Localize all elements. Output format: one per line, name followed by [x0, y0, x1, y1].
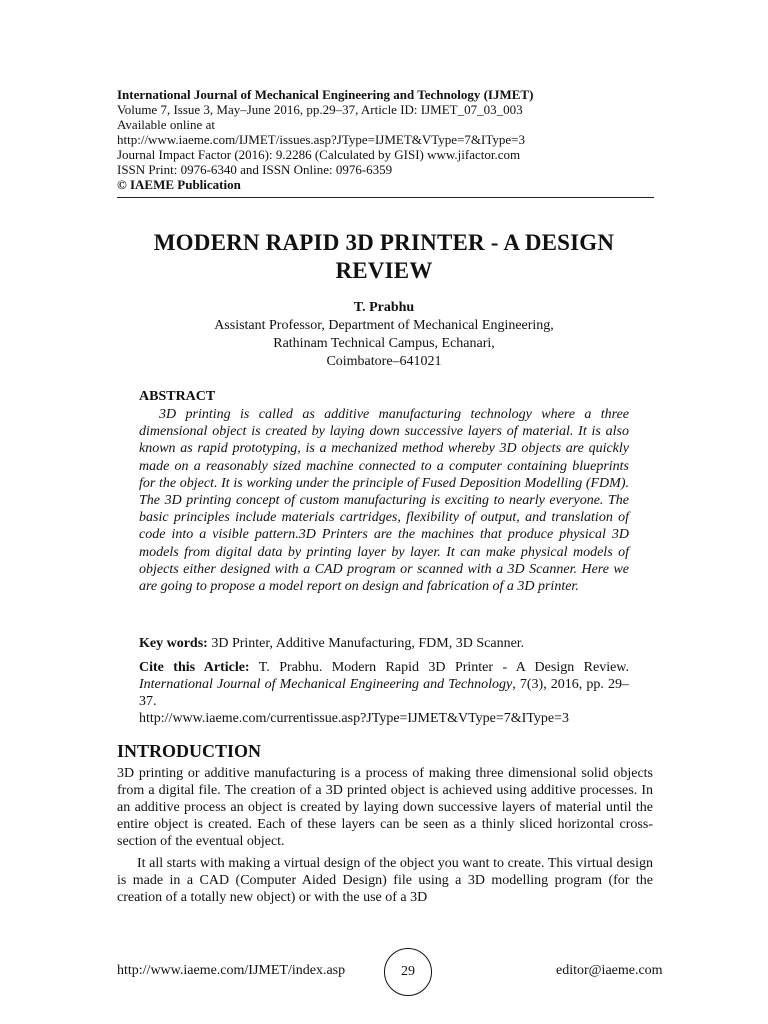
- author-city: Coimbatore–641021: [326, 354, 442, 369]
- keywords-text: 3D Printer, Additive Manufacturing, FDM, 3D Scanner.: [207, 636, 525, 651]
- author-block: [100, 299, 668, 371]
- issn: ISSN Print: 0976-6340 and ISSN Online: 0976-6359: [117, 162, 393, 177]
- cite-url[interactable]: http://www.iaeme.com/currentissue.asp?JType=IJMET&VType=7&IType=3: [139, 711, 570, 726]
- available-online: Available online at: [117, 117, 215, 132]
- cite-authors: T. Prabhu. Modern Rapid 3D Printer - A Design Review.: [249, 660, 630, 675]
- publisher: © IAEME Publication: [117, 177, 241, 192]
- journal-header: [117, 87, 657, 192]
- keywords-label: Key words:: [139, 636, 208, 651]
- author-position: Assistant Professor, Department of Mechanical Engineering,: [214, 318, 554, 333]
- cite-details: , 7(3), 2016, pp. 29–37.: [139, 677, 629, 709]
- citation: [139, 659, 629, 727]
- footer-url[interactable]: http://www.iaeme.com/IJMET/index.asp: [117, 963, 346, 978]
- intro-paragraph-2: It all starts with making a virtual design of the object you want to create. This virtual design is made in a CAD (Computer Aided Design) file using a 3D modelling program (for the creation of a totally new object) or with the use of a 3D: [117, 856, 653, 905]
- abstract-heading: ABSTRACT: [139, 389, 216, 404]
- cite-journal: International Journal of Mechanical Engineering and Technology: [139, 677, 513, 692]
- journal-name: International Journal of Mechanical Engineering and Technology (IJMET): [117, 87, 534, 102]
- footer-email[interactable]: editor@iaeme.com: [556, 963, 663, 978]
- page-number: 29: [384, 948, 432, 996]
- issue-url[interactable]: http://www.iaeme.com/IJMET/issues.asp?JType=IJMET&VType=7&IType=3: [117, 132, 525, 147]
- introduction-body: [117, 765, 653, 906]
- intro-paragraph-1: 3D printing or additive manufacturing is a process of making three dimensional solid objects from a digital file. The creation of a 3D printed object is achieved using additive processes. In an additive process an object is created by laying down successive layers of material until the entire object is created. Each of these layers can be seen as a thinly sliced horizontal cross-section of the eventual object.: [117, 766, 653, 849]
- introduction-heading: INTRODUCTION: [117, 741, 262, 761]
- title-line-2: REVIEW: [335, 258, 433, 283]
- header-divider: [117, 197, 654, 198]
- impact-factor: Journal Impact Factor (2016): 9.2286 (Calculated by GISI) www.jifactor.com: [117, 147, 521, 162]
- title-line-1: MODERN RAPID 3D PRINTER - A DESIGN: [153, 230, 615, 255]
- paper-title: [100, 229, 668, 285]
- abstract-text: 3D printing is called as additive manufacturing technology where a three dimensional object is created by laying down successive layers of material. It is also known as rapid prototyping, is a mechanized method whereby 3D objects are quickly made on a reasonably sized machine connected to a computer containing blueprints for the object. It is working under the principle of Fused Deposition Modelling (FDM). The 3D printing concept of custom manufacturing is exciting to nearly everyone. The basic principles include materials cartridges, flexibility of output, and translation of code into a visible pattern.3D Printers are the machines that produce physical 3D models from digital data by printing layer by layer. It can make physical models of objects either designed with a CAD program or scanned with a 3D Scanner. Here we are going to propose a model report on design and fabrication of a 3D printer.: [139, 407, 629, 595]
- author-name: T. Prabhu: [353, 300, 415, 315]
- keywords: [139, 635, 629, 652]
- cite-label: Cite this Article:: [139, 660, 250, 675]
- volume-info: Volume 7, Issue 3, May–June 2016, pp.29–37, Article ID: IJMET_07_03_003: [117, 102, 523, 117]
- author-institution: Rathinam Technical Campus, Echanari,: [273, 336, 495, 351]
